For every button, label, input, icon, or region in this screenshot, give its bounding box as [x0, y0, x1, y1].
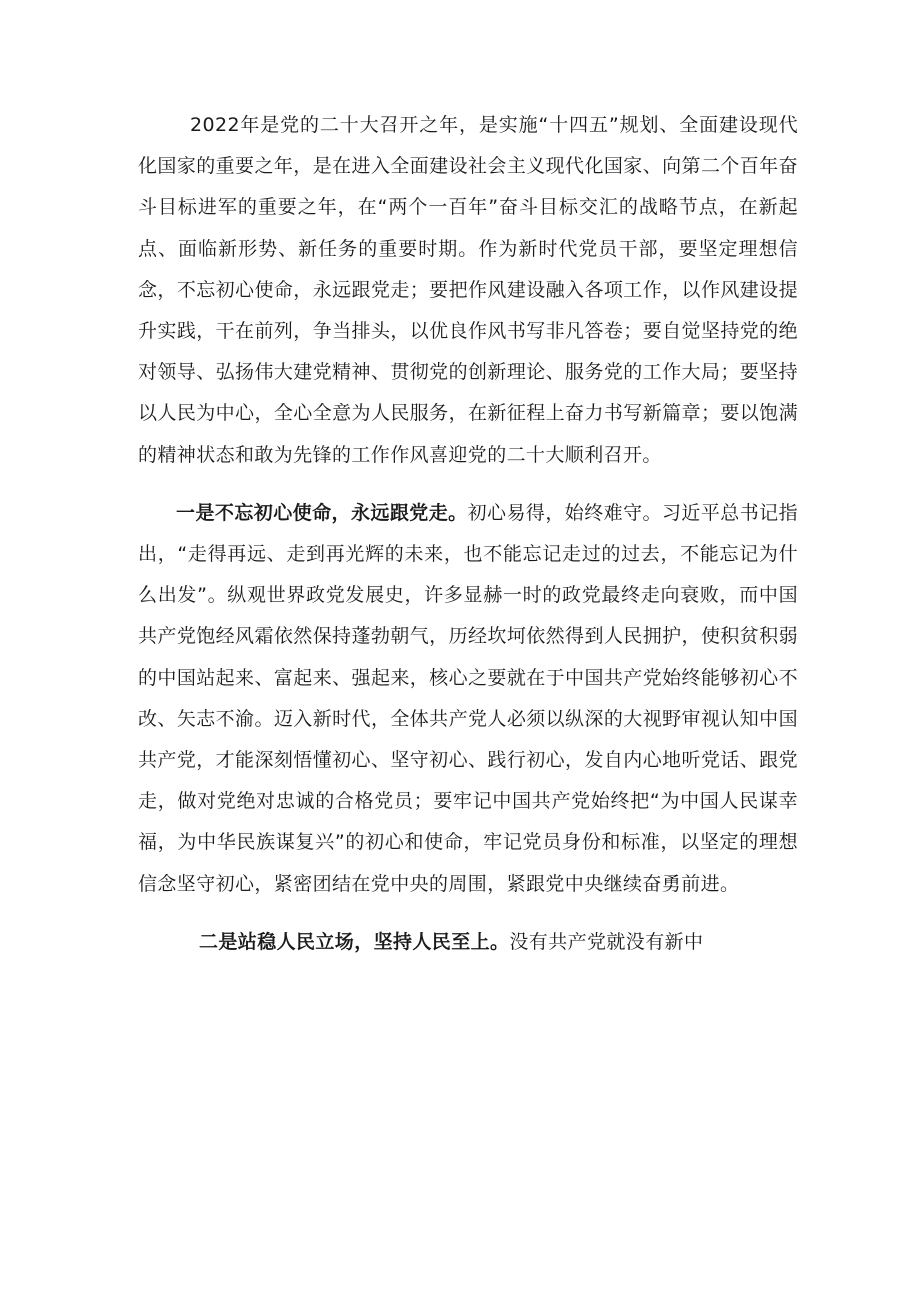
point-one-text: 初心易得，始终难守。习近平总书记指出，“走得再远、走到再光辉的未来，也不能忘记走过的过去，不能忘记为什么出发”。纵观世界政党发展史，许多显赫一时的政党最终走向衰败，而中国共产党饱经风霜依然保持蓬勃朝气，历经坎坷依然得到人民拥护，使积贫积弱的中国站起来、富起来、强起来，核心之要就在于中国共产党始终能够初心不改、矢志不渝。迈入新时代，全体共产党人必须以纵深的大视野审视认知中国共产党，才能深刻悟懂初心、坚守初心、践行初心，发自内心地听党话、跟党走，做对党绝对忠诚的合格党员；要牢记中国共产党始终把“为中国人民谋幸福，为中华民族谋复兴”的初心和使命，牢记党员身份和标准，以坚定的理想信念坚守初心，紧密团结在党中央的周围，紧跟党中央继续奋勇前进。	[138, 501, 798, 895]
point-one-paragraph	[138, 493, 798, 905]
point-two-paragraph	[138, 922, 798, 963]
point-two-heading: 二是站稳人民立场，坚持人民至上。	[199, 930, 510, 953]
point-one-heading: 一是不忘初心使命，永远跟党走。	[176, 501, 468, 524]
point-two-text: 没有共产党就没有新中	[509, 930, 704, 953]
intro-paragraph	[138, 105, 798, 476]
document-body	[138, 105, 798, 963]
intro-paragraph-text: 2022年是党的二十大召开之年，是实施“十四五”规划、全面建设现代化国家的重要之年，是在进入全面建设社会主义现代化国家、向第二个百年奋斗目标进军的重要之年，在“两个一百年”奋斗目标交汇的战略节点，在新起点、面临新形势、新任务的重要时期。作为新时代党员干部，要坚定理想信念，不忘初心使命，永远跟党走；要把作风建设融入各项工作，以作风建设提升实践，干在前列，争当排头，以优良作风书写非凡答卷；要自觉坚持党的绝对领导、弘扬伟大建党精神、贯彻党的创新理论、服务党的工作大局；要坚持以人民为中心，全心全意为人民服务，在新征程上奋力书写新篇章；要以饱满的精神状态和敢为先锋的工作作风喜迎党的二十大顺利召开。	[138, 114, 798, 466]
